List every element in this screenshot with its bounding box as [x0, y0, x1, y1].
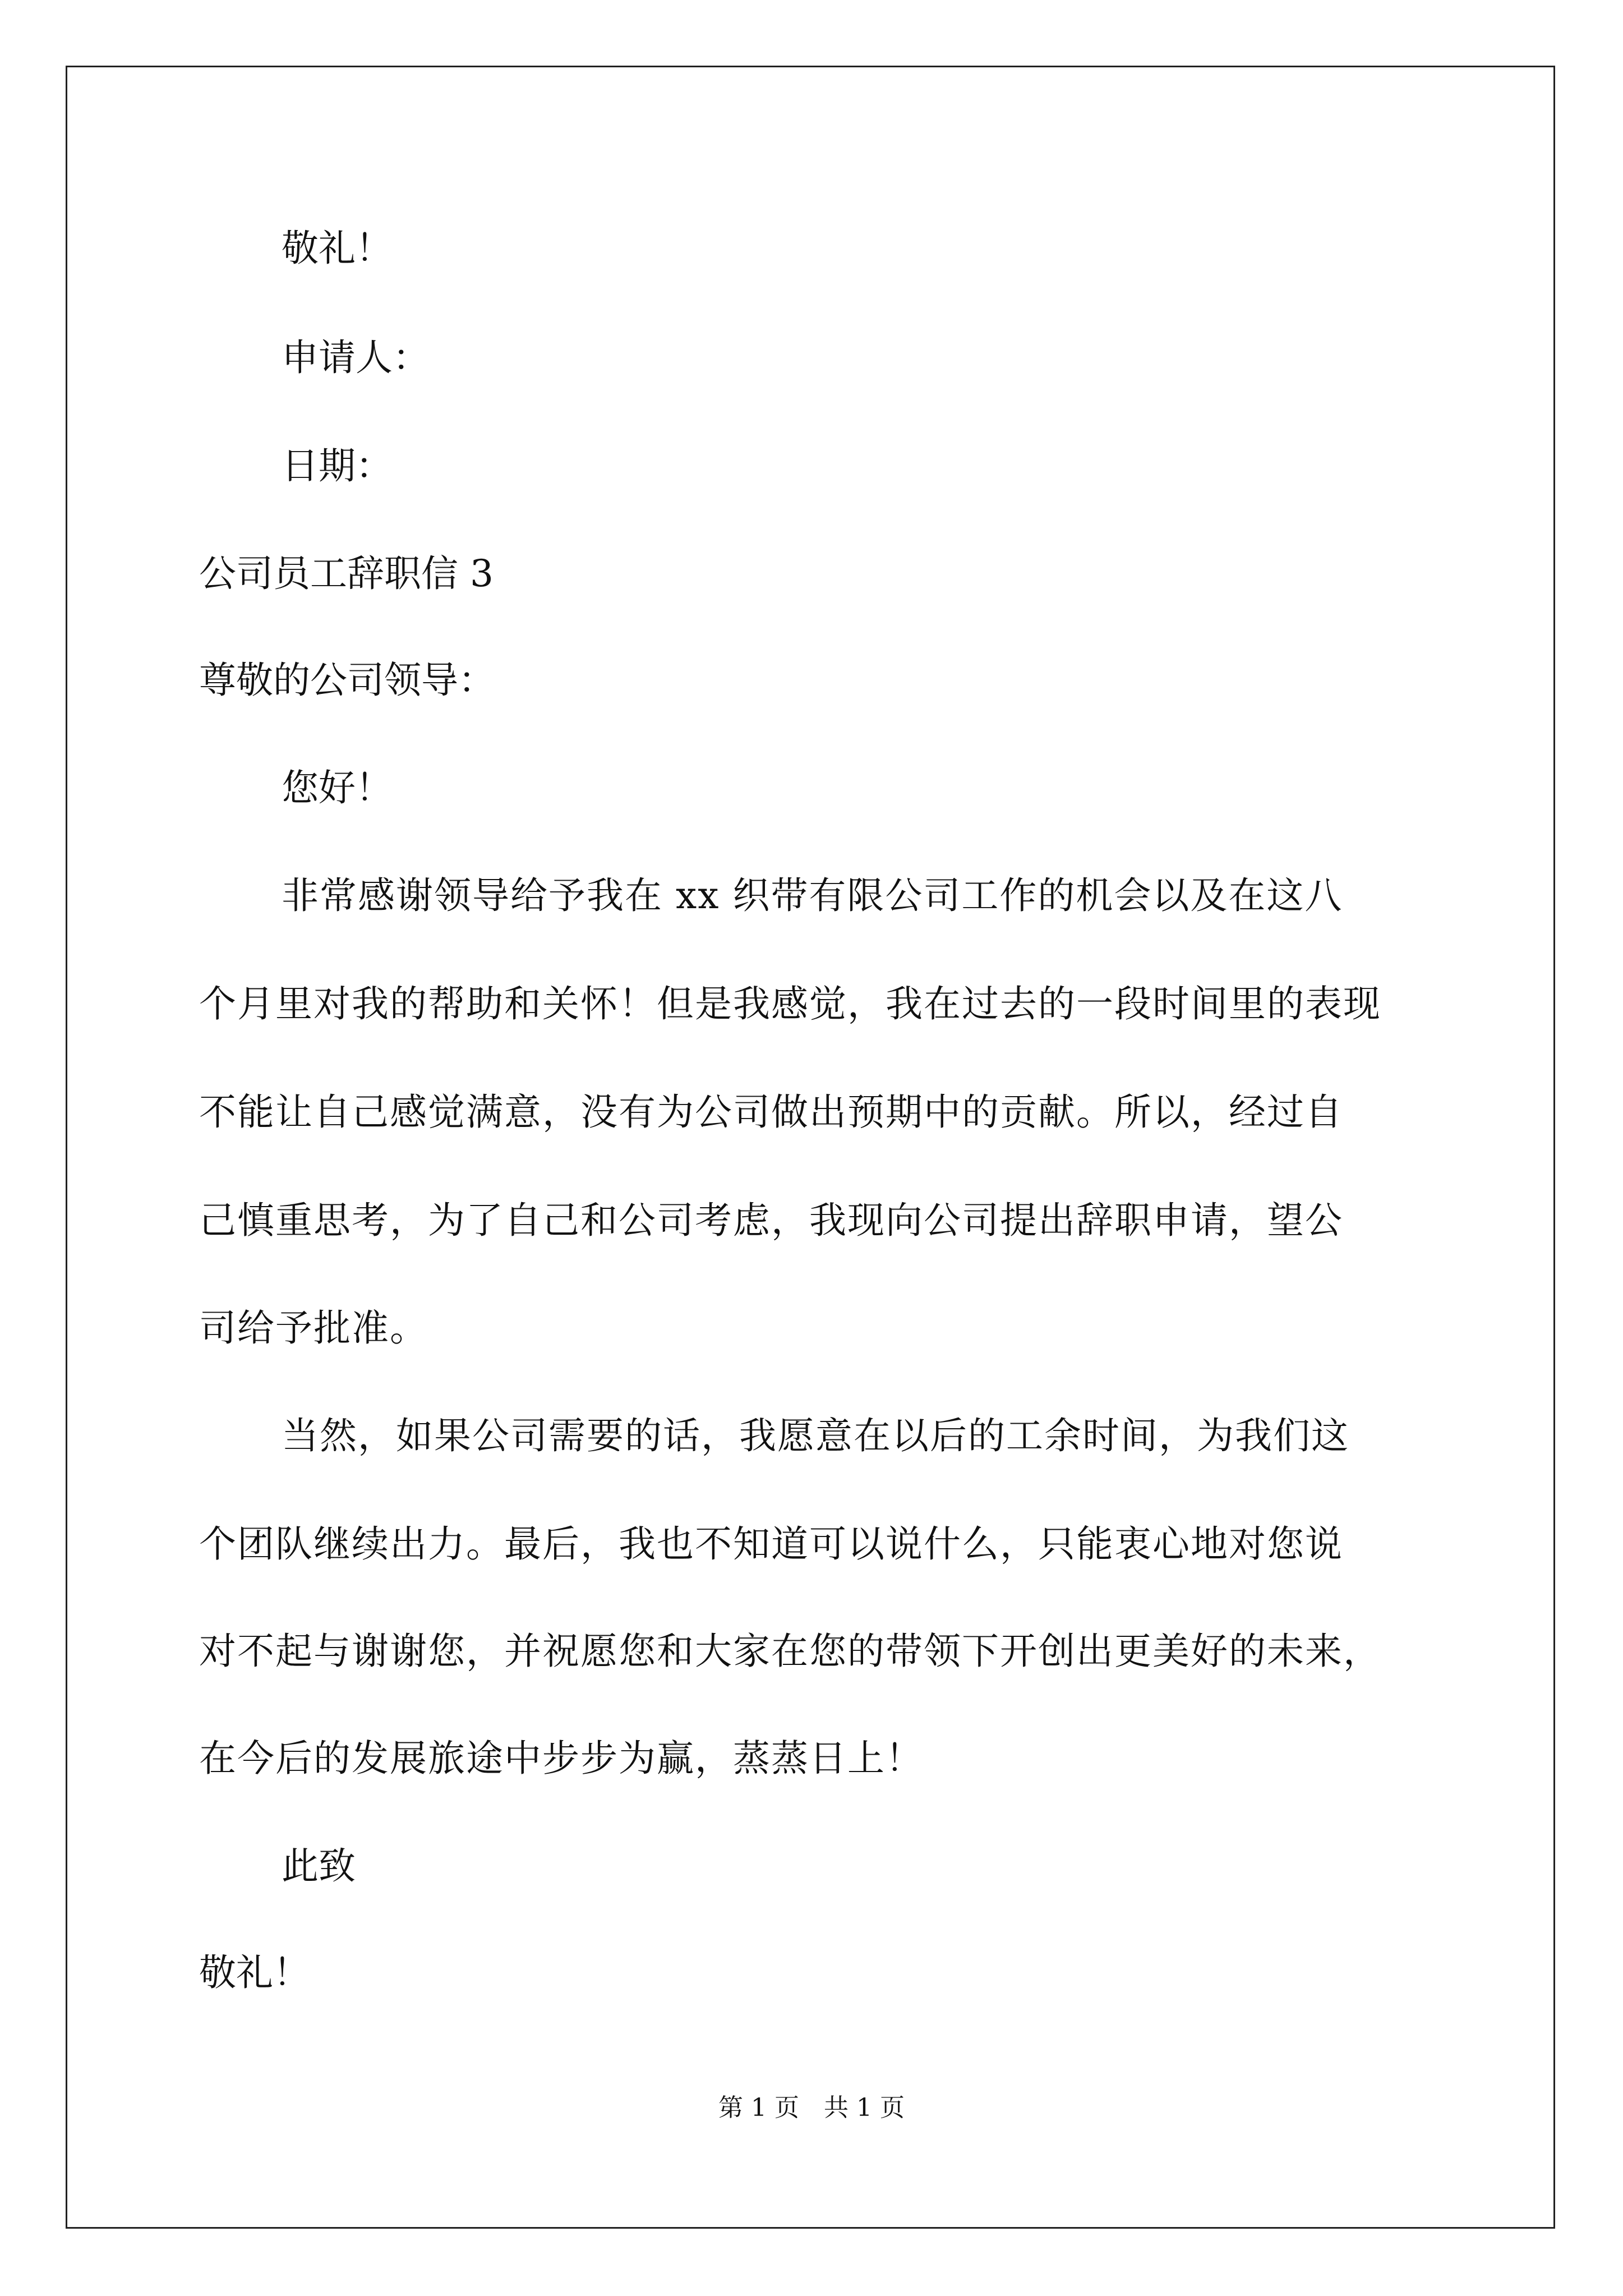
paragraph-line: 当然，如果公司需要的话，我愿意在以后的工余时间，为我们这	[282, 1414, 1349, 1457]
addressee-line: 尊敬的公司领导：	[199, 659, 495, 702]
page-footer	[0, 2093, 1623, 2122]
paragraph-line: 不能让自己感觉满意，没有为公司做出预期中的贡献。所以，经过自	[199, 1091, 1343, 1134]
page-border	[66, 66, 1555, 2229]
paragraph-line: 司给予批准。	[199, 1306, 428, 1350]
closing-line: 此致	[282, 1844, 356, 1888]
date-label: 日期：	[282, 444, 393, 487]
paragraph-line: 个月里对我的帮助和关怀！但是我感觉，我在过去的一段时间里的表现	[199, 982, 1381, 1025]
document-title: 公司员工辞职信 3	[199, 552, 494, 595]
paragraph-line: 己慎重思考，为了自己和公司考虑，我现向公司提出辞职申请，望公	[199, 1199, 1343, 1242]
greeting-line: 您好！	[282, 766, 393, 809]
salutation-closing: 敬礼！	[199, 1951, 310, 1994]
paragraph-line: 在今后的发展旅途中步步为赢，蒸蒸日上！	[199, 1737, 924, 1780]
paragraph-line: 非常感谢领导给予我在 xx 织带有限公司工作的机会以及在这八	[282, 874, 1343, 917]
salutation-line: 敬礼！	[282, 227, 393, 270]
paragraph-line: 对不起与谢谢您，并祝愿您和大家在您的带领下开创出更美好的未来，	[199, 1630, 1381, 1673]
paragraph-line: 个团队继续出力。最后，我也不知道可以说什么，只能衷心地对您说	[199, 1522, 1343, 1566]
page-current: 第 1 页	[718, 2093, 799, 2122]
applicant-label: 申请人：	[282, 336, 430, 379]
page-total: 共 1 页	[824, 2093, 905, 2122]
